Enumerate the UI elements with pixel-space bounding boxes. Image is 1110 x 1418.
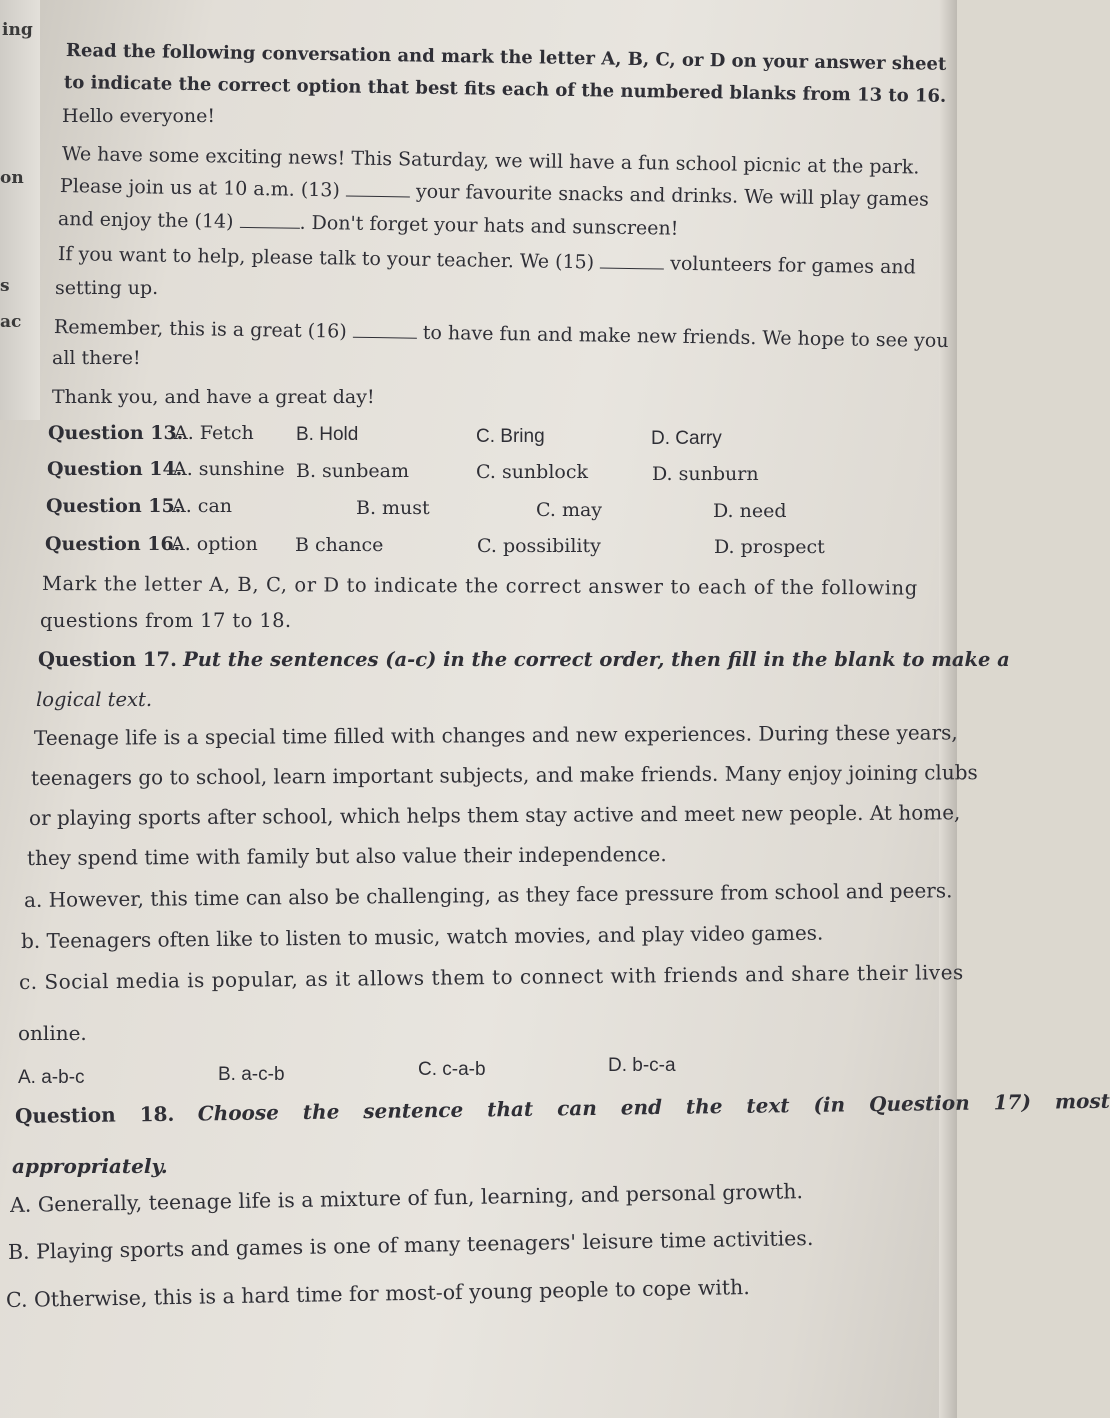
question-17-prompt xyxy=(38,648,1010,671)
q17-text-line: teenagers go to school, learn important subjects, and make friends. Many enjoy joining clubs xyxy=(30,760,978,790)
q18-option-b: B. Playing sports and games is one of many teenagers' leisure time activities. xyxy=(7,1225,814,1264)
option-b: B. Hold xyxy=(296,424,359,445)
option-d: D. prospect xyxy=(714,536,825,558)
option-c: C. possibility xyxy=(477,535,601,557)
q18-option-a: A. Generally, teenage life is a mixture of fun, learning, and personal growth. xyxy=(9,1179,804,1217)
option-a: A. Fetch xyxy=(174,422,254,444)
q17-option-b: B. a-c-b xyxy=(218,1064,285,1085)
option-b: B. must xyxy=(356,497,430,519)
option-c: C. may xyxy=(536,499,603,521)
passage-text: Remember, this is a great (16) xyxy=(53,316,347,343)
option-d: D. need xyxy=(713,500,787,522)
question-14 xyxy=(47,458,807,484)
question-13 xyxy=(48,422,808,448)
margin-fragment: s xyxy=(0,276,10,296)
option-a: A. sunshine xyxy=(173,458,285,480)
passage-text: . Don't forget your hats and sunscreen! xyxy=(299,211,679,240)
passage-text: volunteers for games and xyxy=(670,252,916,279)
question-label: Question 18. xyxy=(14,1101,175,1128)
greeting: Hello everyone! xyxy=(62,105,216,127)
passage-line-blank-16 xyxy=(54,316,949,353)
passage-text: to have fun and make new friends. We hope to see you xyxy=(422,321,949,353)
blank-15 xyxy=(600,254,664,270)
adjacent-page-edge xyxy=(0,0,40,420)
option-c: C. sunblock xyxy=(476,461,588,483)
instruction-2-line-2: questions from 17 to 18. xyxy=(40,609,292,632)
option-c: C. Bring xyxy=(476,426,545,447)
passage-line-blank-13 xyxy=(60,175,929,211)
question-label: Question 14. xyxy=(47,458,183,480)
question-label: Question 13. xyxy=(48,422,184,444)
blank-14 xyxy=(239,213,299,229)
q17-text-line: they spend time with family but also value their independence. xyxy=(26,842,667,870)
question-16 xyxy=(45,533,825,559)
question-label: Question 15. xyxy=(46,495,182,517)
q17-sentence-c: c. Social media is popular, as it allows them to connect with friends and share their lives xyxy=(18,960,964,994)
passage-line: We have some exciting news! This Saturday, we will have a fun school picnic at the park. xyxy=(61,143,920,179)
option-b: B. sunbeam xyxy=(296,460,410,482)
instruction-2-line-1: Mark the letter A, B, C, or D to indicate the correct answer to each of the following xyxy=(41,572,918,600)
passage-text: Please join us at 10 a.m. (13) xyxy=(59,175,341,202)
page-right-edge xyxy=(939,0,957,1418)
q17-sentence-b: b. Teenagers often like to listen to music, watch movies, and play video games. xyxy=(20,920,824,953)
instruction-line-2: to indicate the correct option that best fits each of the numbered blanks from 13 to 16. xyxy=(63,72,947,107)
question-15 xyxy=(46,495,806,521)
passage-text: your favourite snacks and drinks. We will play games xyxy=(415,180,929,211)
question-17-prompt-cont: logical text. xyxy=(36,688,153,711)
q17-sentence-a: a. However, this time can also be challenging, as they face pressure from school and peers. xyxy=(23,878,953,912)
option-b: B chance xyxy=(295,534,384,556)
passage-line-blank-15 xyxy=(58,243,916,279)
blank-16 xyxy=(353,323,417,339)
margin-fragment: ac xyxy=(0,312,22,332)
q17-text-line: or playing sports after school, which helps them stay active and meet new people. At home, xyxy=(28,800,961,830)
question-label: Question 16. xyxy=(45,533,181,555)
option-a: A. option xyxy=(171,533,258,555)
margin-fragment: ing xyxy=(2,20,33,40)
q17-option-d: D. b-c-a xyxy=(608,1055,676,1076)
option-d: D. Carry xyxy=(651,428,722,449)
passage-text: and enjoy the (14) xyxy=(57,208,234,233)
blank-13 xyxy=(346,181,410,197)
passage-text: If you want to help, please talk to your teacher. We (15) xyxy=(57,243,595,274)
q17-option-c: C. c-a-b xyxy=(418,1059,486,1080)
closing-line: Thank you, and have a great day! xyxy=(52,386,375,408)
question-18-prompt-cont: appropriately. xyxy=(12,1154,168,1178)
question-label: Question 17. xyxy=(38,648,177,671)
passage-line: setting up. xyxy=(55,277,159,299)
margin-fragment: on xyxy=(0,168,24,188)
passage-line: all there! xyxy=(52,347,141,369)
option-d: D. sunburn xyxy=(652,463,759,485)
q18-option-c: C. Otherwise, this is a hard time for most-of young people to cope with. xyxy=(5,1275,750,1312)
question-prompt: Put the sentences (a-c) in the correct order, then fill in the blank to make a xyxy=(183,648,1010,671)
q17-text-line: Teenage life is a special time filled with changes and new experiences. During these years, xyxy=(33,720,958,750)
q17-option-a: A. a-b-c xyxy=(18,1067,85,1088)
question-prompt: Choose the sentence that can end the text (in Question 17) most xyxy=(197,1088,1110,1126)
instruction-line-1: Read the following conversation and mark the letter A, B, C, or D on your answer sheet xyxy=(65,40,947,75)
option-a: A. can xyxy=(172,495,233,517)
q17-sentence-c-cont: online. xyxy=(18,1021,87,1045)
passage-line-blank-14 xyxy=(58,208,679,241)
